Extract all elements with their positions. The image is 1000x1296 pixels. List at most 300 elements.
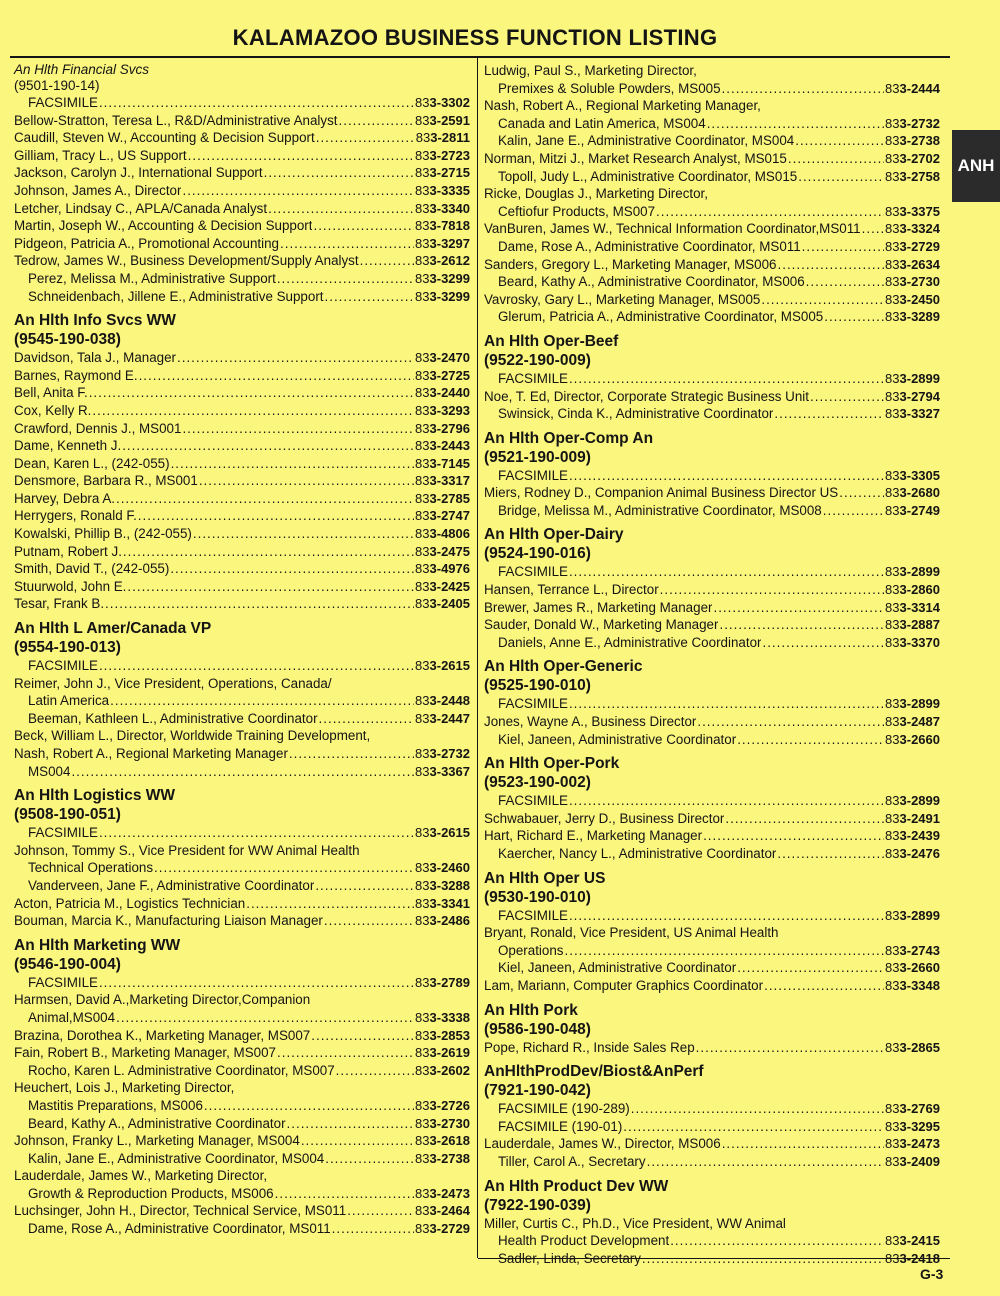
entry-name: Brewer, James R., Marketing Manager (484, 599, 713, 615)
directory-entry (484, 563, 940, 581)
entry-name: Reimer, John J., Vice President, Operations, Canada/ (14, 675, 332, 691)
dot-leader (360, 252, 414, 270)
section-title: An Hlth L Amer/Canada VP (14, 620, 212, 638)
dot-leader (127, 578, 414, 596)
directory-entry (14, 252, 470, 270)
dot-leader (325, 1150, 414, 1168)
phone-extension (415, 525, 470, 543)
dot-leader (737, 731, 884, 749)
dot-leader (707, 115, 884, 133)
dot-leader (177, 349, 414, 367)
entry-name: Bouman, Marcia K., Manufacturing Liaison Manager (14, 913, 323, 929)
phone-suffix: 3-2439 (899, 828, 940, 844)
phone-prefix: 83 (885, 846, 900, 861)
phone-prefix: 83 (415, 200, 430, 216)
entry-name: Kaercher, Nancy L., Administrative Coordinator (498, 846, 777, 861)
entry-name: VanBuren, James W., Technical Information Coordinator,MS011 (484, 221, 861, 237)
phone-suffix: 3-3305 (899, 467, 940, 483)
directory-entry (14, 490, 470, 508)
phone-suffix: 3-2729 (429, 1221, 470, 1237)
directory-entry (484, 792, 940, 810)
dot-leader (301, 1132, 414, 1150)
directory-entry (484, 977, 940, 995)
entry-name: Perez, Melissa M., Administrative Support (28, 270, 276, 286)
entry-name: Lauderdale, James W., Director, MS006 (484, 1136, 721, 1152)
entry-name: Miers, Rodney D., Companion Animal Business Director US (484, 485, 839, 501)
dot-leader (313, 217, 414, 235)
directory-section (484, 995, 940, 1057)
entry-name: Harvey, Debra A. (14, 490, 115, 506)
phone-suffix: 3-4976 (429, 561, 470, 577)
phone-suffix: 3-2899 (899, 564, 940, 580)
entry-name: FACSIMILE (498, 907, 568, 923)
phone-suffix: 3-2899 (899, 907, 940, 923)
directory-entry (14, 692, 470, 710)
phone-suffix: 3-2464 (429, 1203, 470, 1219)
phone-prefix: 83 (415, 526, 430, 542)
phone-prefix: 83 (885, 203, 900, 219)
phone-prefix: 83 (885, 960, 900, 976)
dot-leader (810, 388, 884, 406)
phone-extension (415, 763, 470, 781)
phone-extension (885, 1153, 940, 1171)
phone-prefix: 83 (885, 714, 900, 730)
phone-prefix: 83 (885, 1153, 900, 1169)
phone-extension (415, 824, 470, 842)
column-divider (477, 58, 478, 1258)
phone-extension (885, 238, 940, 256)
phone-prefix: 83 (885, 1039, 900, 1055)
entry-name: Growth & Reproduction Products, MS006 (28, 1185, 274, 1201)
phone-prefix: 83 (885, 221, 900, 237)
directory-entry (14, 727, 470, 745)
section-code: (9508-190-051) (14, 806, 121, 824)
phone-suffix: 3-2732 (899, 115, 940, 131)
dot-leader (762, 634, 884, 652)
entry-name: Hart, Richard E., Marketing Manager (484, 828, 703, 844)
phone-suffix: 3-2702 (899, 150, 940, 166)
entry-name: Johnson, Franky L., Marketing Manager, MS004 (14, 1133, 300, 1149)
directory-entry (14, 437, 470, 455)
dot-leader (110, 692, 414, 710)
entry-name: Lam, Mariann, Computer Graphics Coordinator (484, 977, 764, 993)
phone-prefix: 83 (885, 1101, 900, 1117)
directory-entry (14, 270, 470, 288)
dot-leader (154, 859, 414, 877)
phone-suffix: 3-2619 (429, 1045, 470, 1061)
entry-name: Pidgeon, Patricia A., Promotional Accounting (14, 235, 279, 251)
directory-entry (14, 94, 470, 112)
left-column (14, 62, 470, 1238)
phone-extension (415, 1202, 470, 1220)
dot-leader (287, 1115, 415, 1133)
phone-extension (885, 731, 940, 749)
entry-name: FACSIMILE (498, 370, 568, 386)
directory-entry (14, 1062, 470, 1080)
phone-suffix: 3-3299 (429, 270, 470, 286)
section-title: An Hlth Oper US (484, 869, 606, 887)
phone-prefix: 83 (885, 810, 900, 826)
phone-prefix: 83 (415, 1150, 430, 1166)
phone-extension (415, 507, 470, 525)
phone-prefix: 83 (415, 130, 431, 146)
phone-prefix: 83 (885, 1233, 900, 1249)
dot-leader (99, 94, 414, 112)
directory-entry (484, 1100, 940, 1118)
phone-prefix: 83 (415, 1062, 430, 1078)
phone-extension (415, 1097, 470, 1115)
dot-leader (725, 810, 884, 828)
entry-name: Vavrosky, Gary L., Marketing Manager, MS005 (484, 291, 761, 307)
phone-suffix: 3-2405 (429, 596, 470, 612)
phone-prefix: 83 (885, 1136, 900, 1152)
dot-leader (569, 370, 884, 388)
dot-leader (123, 543, 414, 561)
phone-prefix: 83 (415, 165, 430, 181)
phone-prefix: 83 (415, 913, 430, 929)
phone-extension (415, 710, 470, 728)
directory-entry (14, 147, 470, 165)
directory-entry (484, 185, 940, 203)
entry-name: Ceftiofur Products, MS007 (498, 203, 656, 219)
section-title: AnHlthProdDev/Biost&AnPerf (484, 1063, 704, 1081)
phone-suffix: 3-2723 (429, 147, 470, 163)
phone-prefix: 83 (415, 253, 430, 269)
entry-name: FACSIMILE (28, 658, 98, 674)
directory-entry (14, 1132, 470, 1150)
section-code: (7922-190-039) (484, 1196, 591, 1214)
phone-suffix: 3-3302 (429, 95, 470, 110)
phone-suffix: 3-4806 (429, 526, 470, 542)
phone-extension (415, 877, 470, 895)
phone-extension (885, 467, 940, 485)
dot-leader (182, 182, 414, 200)
directory-entry (14, 217, 470, 235)
phone-suffix: 3-2789 (429, 974, 470, 990)
section-title: An Hlth Oper-Beef (484, 332, 619, 350)
phone-suffix: 3-2660 (899, 731, 940, 747)
dot-leader (199, 472, 414, 490)
phone-prefix: 83 (415, 235, 430, 251)
phone-extension (885, 616, 940, 634)
directory-entry (14, 974, 470, 992)
phone-suffix: 3-2865 (899, 1039, 940, 1055)
section-tab: ANH (952, 130, 1000, 202)
phone-suffix: 3-3297 (429, 235, 470, 251)
dot-leader (631, 1100, 884, 1118)
entry-name: FACSIMILE (28, 95, 98, 110)
directory-entry (14, 129, 470, 147)
section-code: (9521-190-009) (484, 448, 591, 466)
dot-leader (315, 877, 414, 895)
dot-leader (713, 599, 884, 617)
directory-entry (484, 616, 940, 634)
phone-prefix: 83 (415, 693, 430, 709)
dot-leader (280, 235, 414, 253)
phone-extension (885, 907, 940, 925)
phone-prefix: 83 (885, 238, 900, 254)
phone-extension (415, 692, 470, 710)
phone-suffix: 3-3289 (899, 309, 940, 325)
dot-leader (275, 1185, 414, 1203)
directory-entry (14, 1079, 470, 1097)
phone-prefix: 83 (415, 288, 430, 304)
phone-suffix: 3-3335 (429, 182, 470, 198)
phone-extension (415, 578, 470, 596)
phone-suffix: 3-2470 (429, 350, 470, 366)
directory-entry (14, 595, 470, 613)
phone-suffix: 3-2475 (429, 543, 470, 559)
phone-suffix: 3-3327 (899, 406, 940, 422)
entry-name: Kowalski, Phillip B., (242-055) (14, 526, 192, 542)
phone-suffix: 3-2425 (429, 578, 470, 594)
dot-leader (311, 1027, 414, 1045)
phone-extension (885, 1100, 940, 1118)
directory-entry (484, 132, 940, 150)
directory-entry (484, 581, 940, 599)
dot-leader (182, 420, 414, 438)
phone-extension (415, 1044, 470, 1062)
phone-extension (885, 308, 940, 326)
dot-leader (268, 200, 414, 218)
phone-extension (415, 472, 470, 490)
entry-name: Rocho, Karen L. Administrative Coordinator, MS007 (28, 1062, 335, 1078)
phone-suffix: 3-2634 (899, 256, 940, 272)
directory-entry (14, 164, 470, 182)
dot-leader (642, 1250, 884, 1268)
entry-name: Bellow-Stratton, Teresa L., R&D/Administrative Analyst (14, 112, 338, 128)
entry-name: Crawford, Dennis J., MS001 (14, 420, 182, 436)
entry-name: Daniels, Anne E., Administrative Coordinator (498, 634, 762, 650)
phone-suffix: 3-3288 (429, 877, 470, 893)
dot-leader (138, 507, 414, 525)
phone-extension (415, 1027, 470, 1045)
phone-prefix: 83 (885, 977, 900, 993)
phone-suffix: 3-2591 (429, 112, 470, 128)
phone-extension (885, 977, 940, 995)
dot-leader (339, 112, 415, 130)
entry-name: Hansen, Terrance L., Director (484, 582, 659, 598)
dot-leader (319, 710, 415, 728)
phone-prefix: 83 (415, 385, 430, 401)
phone-prefix: 83 (415, 877, 430, 893)
dot-leader (696, 1039, 884, 1057)
dot-leader (324, 912, 414, 930)
phone-extension (415, 252, 470, 270)
dot-leader (569, 563, 884, 581)
phone-extension (415, 437, 470, 455)
entry-name: Noe, T. Ed, Director, Corporate Strategic Business Unit (484, 388, 809, 404)
phone-prefix: 83 (415, 112, 430, 128)
entry-name: Lauderdale, James W., Marketing Director, (14, 1168, 268, 1184)
phone-suffix: 3-2418 (899, 1250, 940, 1266)
directory-section (484, 748, 940, 862)
dot-leader (795, 132, 884, 150)
entry-name: Davidson, Tala J., Manager (14, 350, 177, 366)
phone-suffix: 3-7145 (429, 455, 470, 471)
dot-leader (565, 942, 885, 960)
dot-leader (862, 220, 884, 238)
phone-extension (415, 490, 470, 508)
dot-leader (193, 525, 414, 543)
entry-name: Mastitis Preparations, MS006 (28, 1097, 203, 1113)
phone-extension (415, 560, 470, 578)
page-number: G-3 (920, 1266, 944, 1282)
directory-entry (484, 273, 940, 291)
phone-extension (885, 713, 940, 731)
dot-leader (277, 270, 414, 288)
directory-section (14, 780, 470, 930)
phone-suffix: 3-2443 (429, 438, 470, 454)
entry-name: Miller, Curtis C., Ph.D., Vice President, WW Animal (484, 1215, 786, 1231)
phone-suffix: 3-2758 (899, 168, 940, 184)
directory-entry (14, 1220, 470, 1238)
phone-extension (415, 270, 470, 288)
phone-suffix: 3-2660 (899, 960, 940, 976)
entry-name: Tedrow, James W., Business Development/Supply Analyst (14, 253, 359, 269)
dot-leader (316, 129, 415, 147)
directory-entry (14, 420, 470, 438)
entry-name: Sauder, Donald W., Marketing Manager (484, 617, 719, 633)
phone-prefix: 83 (415, 825, 430, 841)
phone-suffix: 3-2476 (899, 846, 940, 861)
phone-prefix: 83 (885, 485, 900, 501)
directory-entry (14, 1027, 470, 1045)
phone-prefix: 83 (885, 309, 900, 325)
dot-leader (774, 405, 884, 423)
directory-entry (484, 308, 940, 326)
directory-entry (484, 502, 940, 520)
phone-prefix: 83 (885, 502, 900, 518)
directory-entry (14, 384, 470, 402)
entry-name: Schwabauer, Jerry D., Business Director (484, 810, 725, 826)
directory-entry (14, 112, 470, 130)
section-code: (9525-190-010) (484, 677, 591, 695)
directory-entry (14, 455, 470, 473)
phone-prefix: 83 (415, 473, 430, 489)
phone-extension (415, 235, 470, 253)
entry-name: Heuchert, Lois J., Marketing Director, (14, 1080, 235, 1096)
dot-leader (737, 959, 884, 977)
entry-name: Technical Operations (28, 860, 154, 876)
phone-extension (415, 657, 470, 675)
phone-prefix: 83 (885, 942, 900, 958)
phone-suffix: 3-2448 (429, 693, 470, 709)
phone-prefix: 83 (885, 731, 900, 747)
dot-leader (99, 824, 414, 842)
phone-extension (415, 147, 470, 165)
phone-extension (885, 1118, 940, 1136)
phone-extension (415, 1185, 470, 1203)
phone-suffix: 3-2491 (899, 810, 940, 826)
directory-entry (484, 845, 940, 863)
dot-leader (670, 1232, 884, 1250)
phone-extension (415, 1115, 470, 1133)
directory-entry (484, 959, 940, 977)
phone-extension (415, 182, 470, 200)
phone-suffix: 3-2473 (899, 1136, 940, 1152)
directory-entry (14, 349, 470, 367)
dot-leader (325, 288, 415, 306)
directory-entry (484, 115, 940, 133)
entry-name: Pope, Richard R., Inside Sales Rep (484, 1039, 695, 1055)
phone-prefix: 83 (415, 420, 430, 436)
entry-name: Letcher, Lindsay C., APLA/Canada Analyst (14, 200, 268, 216)
dot-leader (722, 80, 885, 98)
directory-entry (484, 97, 940, 115)
phone-extension (885, 1232, 940, 1250)
dot-leader (89, 384, 414, 402)
directory-entry (14, 578, 470, 596)
directory-entry (14, 367, 470, 385)
phone-suffix: 3-2447 (429, 710, 470, 726)
phone-extension (415, 1132, 470, 1150)
entry-name: Ricke, Douglas J., Marketing Director, (484, 186, 708, 202)
phone-suffix: 3-2487 (899, 714, 940, 730)
phone-suffix: 3-2794 (899, 388, 940, 404)
phone-prefix: 83 (885, 599, 900, 615)
dot-leader (336, 1062, 414, 1080)
phone-prefix: 83 (415, 860, 430, 876)
entry-name: Brazina, Dorothea K., Marketing Manager, MS007 (14, 1027, 311, 1043)
phone-extension (885, 581, 940, 599)
phone-prefix: 83 (885, 274, 900, 290)
entry-name: Nash, Robert A., Regional Marketing Manager (14, 746, 288, 761)
entry-name: Canada and Latin America, MS004 (498, 115, 706, 131)
phone-suffix: 3-2747 (429, 508, 470, 524)
dot-leader (647, 1153, 884, 1171)
directory-entry (484, 695, 940, 713)
entry-name: Glerum, Patricia A., Administrative Coordinator, MS005 (498, 309, 824, 325)
entry-name: Bell, Anita F. (14, 385, 88, 401)
phone-extension (885, 168, 940, 186)
phone-suffix: 3-3348 (899, 977, 940, 993)
dot-leader (71, 763, 414, 781)
entry-name: MS004 (28, 763, 71, 779)
phone-prefix: 83 (885, 467, 900, 483)
directory-entry (484, 484, 940, 502)
directory-entry (14, 560, 470, 578)
phone-extension (885, 115, 940, 133)
phone-suffix: 3-2473 (429, 1185, 470, 1201)
phone-prefix: 83 (885, 1250, 900, 1266)
entry-name: Fain, Robert B., Marketing Manager, MS007 (14, 1045, 276, 1061)
phone-prefix: 83 (885, 793, 900, 809)
phone-suffix: 3-3338 (429, 1009, 470, 1025)
dot-leader (569, 907, 884, 925)
directory-entry (484, 1039, 940, 1057)
phone-extension (415, 543, 470, 561)
phone-prefix: 83 (415, 1185, 430, 1201)
phone-suffix: 3-2415 (899, 1233, 940, 1249)
phone-suffix: 3-2725 (429, 367, 470, 383)
directory-section (14, 613, 470, 780)
dot-leader (92, 402, 414, 420)
entry-name: Dame, Rose A., Administrative Coordinator, MS011 (498, 238, 801, 254)
entry-name: Bryant, Ronald, Vice President, US Animal Health (484, 925, 779, 941)
entry-name: Schneidenbach, Jillene E., Administrative Support (28, 288, 324, 304)
directory-entry (14, 991, 470, 1009)
directory-entry (484, 1118, 940, 1136)
directory-entry (484, 713, 940, 731)
phone-suffix: 3-2860 (899, 582, 940, 598)
directory-entry (14, 182, 470, 200)
entry-name: Health Product Development (498, 1233, 670, 1249)
phone-suffix: 3-2899 (899, 793, 940, 809)
section-title: An Hlth Oper-Pork (484, 755, 620, 773)
section-code: (7921-190-042) (484, 1082, 591, 1100)
directory-entry (484, 810, 940, 828)
